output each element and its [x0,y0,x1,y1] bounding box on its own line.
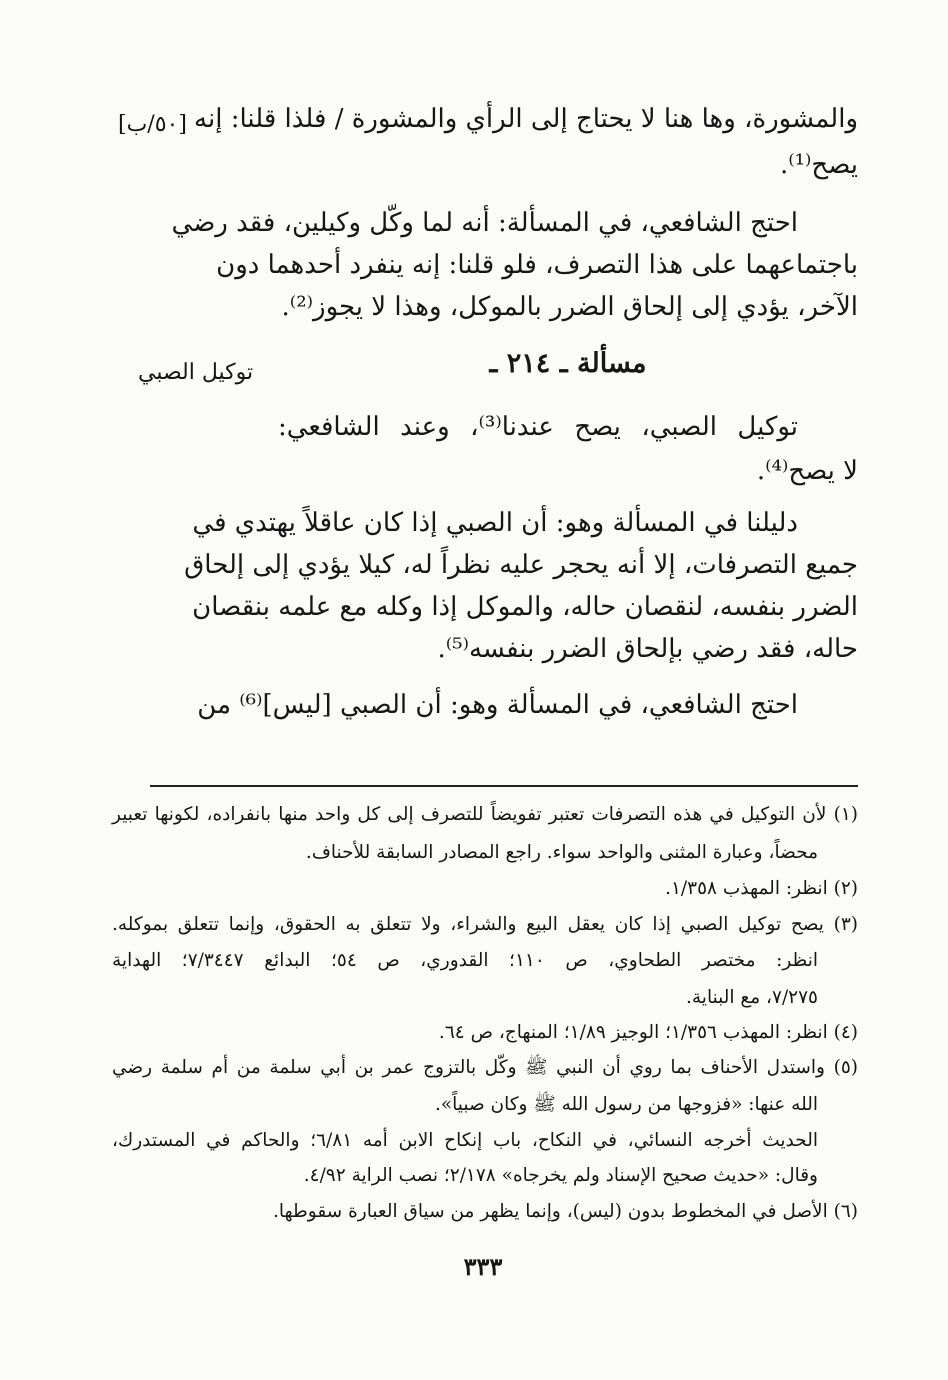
margin-reference: [٥٠/ب] [118,112,187,137]
footnote-line: (٢) انظر: المهذب ١/٣٥٨. [665,878,858,899]
body-line: دليلنا في المسألة وهو: أن الصبي إذا كان عاقلاً يهتدي في [192,508,798,538]
body-line: باجتماعهما على هذا التصرف، فلو قلنا: إنه ينفرد أحدهما دون [216,250,858,280]
footnote-line: ٧/٢٧٥، مع البناية. [686,987,818,1008]
footnote-line: وقال: «حديث صحيح الإسناد ولم يخرجاه» ٢/١٧٨؛ نصب الراية ٤/٩٢. [303,1165,818,1186]
side-heading: توكيل الصبي [138,360,254,385]
body-line: الآخر، يؤدي إلى إلحاق الضرر بالموكل، وهذا لا يجوز⁽²⁾. [281,292,858,322]
footnote-line: (٣) يصح توكيل الصبي إذا كان يعقل البيع والشراء، ولا تتعلق به الحقوق، وإنما تتعلق بموكله. [112,914,858,935]
footnote-line: محضاً، وعبارة المثنى والواحد سواء. راجع المصادر السابقة للأحناف. [305,842,818,863]
footnote-line: الحديث أخرجه النسائي، في النكاح، باب إنكاح الابن أمه ٦/٨١؛ والحاكم في المستدرك، [112,1130,818,1151]
footnote-line: (٦) الأصل في المخطوط بدون (ليس)، وإنما يظهر من سياق العبارة سقوطها. [273,1201,858,1222]
body-line: جميع التصرفات، إلا أنه يحجر عليه نظراً له، كيلا يؤدي إلى إلحاق [184,550,858,580]
body-line: يصح⁽¹⁾. [779,150,858,180]
body-line: احتج الشافعي، في المسألة: أنه لما وكّل وكيلين، فقد رضي [171,208,798,238]
page-number: ٣٣٣ [463,1252,503,1281]
body-line: والمشورة، وها هنا لا يحتاج إلى الرأي والمشورة / فلذا قلنا: إنه [194,104,858,134]
section-heading: مسألة ـ ٢١٤ ـ [489,348,647,379]
footnote-line: (٥) واستدل الأحناف بما روي أن النبي ﷺ وكّل بالتزوج عمر بن أبي سلمة من أم سلمة رضي [112,1057,858,1078]
body-line: توكيل الصبي، يصح عندنا⁽³⁾، وعند الشافعي: [278,412,798,442]
body-line: حاله، فقد رضي بإلحاق الضرر بنفسه⁽⁵⁾. [437,634,858,664]
body-line: احتج الشافعي، في المسألة وهو: أن الصبي [ليس]⁽⁶⁾ من [197,690,798,720]
footnote-line: (٤) انظر: المهذب ١/٣٥٦؛ الوجيز ١/٨٩؛ المنهاج، ص ٦٤. [438,1022,858,1043]
body-line: الضرر بنفسه، لنقصان حاله، والموكل إذا وكله مع علمه بنقصان [192,592,858,622]
body-line: لا يصح⁽⁴⁾. [756,456,858,486]
footnote-line: الله عنها: «فزوجها من رسول الله ﷺ وكان صبياً». [434,1094,818,1115]
footnote-line: انظر: مختصر الطحاوي، ص ١١٠؛ القدوري، ص ٥٤؛ البدائع ٧/٣٤٤٧؛ الهداية [112,950,818,971]
footnote-divider [150,785,858,787]
footnote-line: (١) لأن التوكيل في هذه التصرفات تعتبر تفويضاً للتصرف إلى كل واحد منها بانفراده، لكونها تعبير [112,804,858,825]
